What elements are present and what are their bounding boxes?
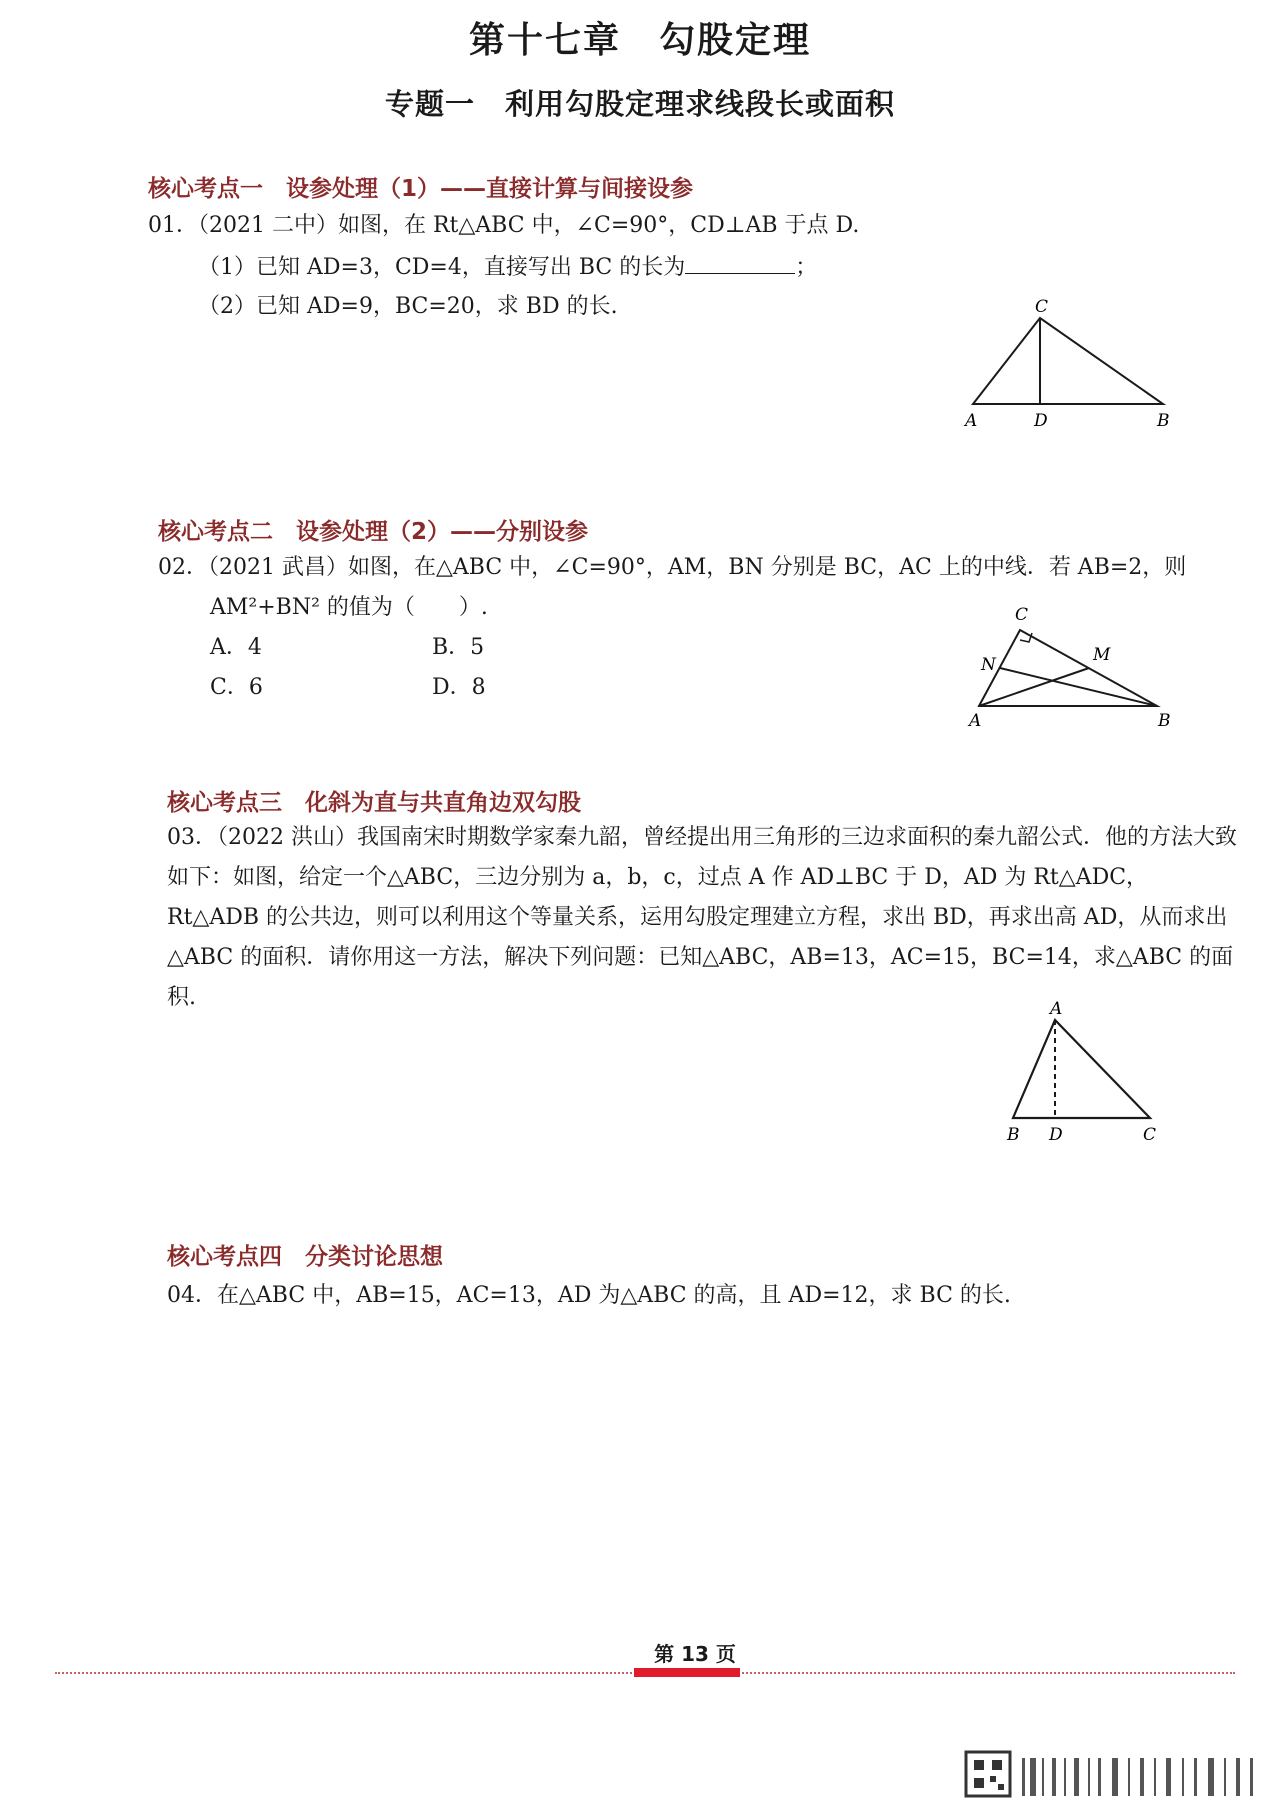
problem-02-question: AM²+BN² 的值为（ ）. xyxy=(210,595,488,620)
label-d: D xyxy=(1049,1125,1063,1145)
footer-accent-bar xyxy=(634,1668,740,1677)
problem-01-part1-text: （1）已知 AD=3，CD=4，直接写出 BC 的长为 xyxy=(198,255,686,280)
median-bn xyxy=(1000,668,1157,706)
page-number: 第 13 页 xyxy=(654,1642,736,1666)
chapter-title: 第十七章 勾股定理 xyxy=(468,20,811,61)
label-a: A xyxy=(965,411,978,430)
option-c[interactable]: C．6 xyxy=(210,675,263,700)
problem-04-statement: 04．在△ABC 中，AB=15，AC=13，AD 为△ABC 的高，且 AD=12，求 BC 的长. xyxy=(167,1283,1011,1308)
triangle-abc-2 xyxy=(979,630,1157,706)
problem-03-statement: 03．（2022 洪山）我国南宋时期数学家秦九韶，曾经提出用三角形的三边求面积的秦九韶公式．他的方法大致如下：如图，给定一个△ABC，三边分别为 a，b，c，过点 A 作 AD⊥BC 于 D，AD 为 Rt△ADC，Rt△ADB 的公共边，则可以利用这个等量关系，运用勾股定理建立方程，求出 BD，再求出高 AD，从而求出△ABC 的面积．请你用这一方法，解决下列问题：已知△ABC，AB=13，AC=15，BC=14，求△ABC 的面积. xyxy=(167,825,1237,1010)
problem-01-part2: （2）已知 AD=9，BC=20，求 BD 的长. xyxy=(198,294,618,319)
topic-title: 专题一 利用勾股定理求线段长或面积 xyxy=(384,87,895,121)
problem-01-part1-end: ； xyxy=(795,255,818,280)
problem-01-part1 xyxy=(198,251,817,283)
triangle-abc-3 xyxy=(1013,1020,1150,1118)
label-b: B xyxy=(1158,711,1171,731)
label-d: D xyxy=(1034,411,1048,430)
option-b[interactable]: B．5 xyxy=(432,635,485,660)
answer-blank[interactable] xyxy=(685,251,795,274)
label-a: A xyxy=(969,711,982,731)
label-c: C xyxy=(1035,297,1049,317)
section-heading-3: 核心考点三 化斜为直与共直角边双勾股 xyxy=(167,790,581,816)
label-m: M xyxy=(1093,645,1111,665)
option-a[interactable]: A．4 xyxy=(210,635,262,660)
label-b: B xyxy=(1007,1125,1020,1145)
qr-barcode-icon xyxy=(962,1748,1262,1800)
triangle-abc xyxy=(973,318,1163,404)
section-heading-2: 核心考点二 设参处理（2）——分别设参 xyxy=(158,519,589,545)
figure-1-triangle xyxy=(955,290,1175,430)
label-c: C xyxy=(1015,605,1029,625)
label-b: B xyxy=(1157,411,1170,430)
figure-2-triangle xyxy=(965,600,1180,735)
label-a: A xyxy=(1050,1000,1063,1019)
figure-3-triangle xyxy=(995,1000,1175,1150)
problem-02-statement: 02．（2021 武昌）如图，在△ABC 中，∠C=90°，AM，BN 分别是 BC，AC 上的中线．若 AB=2，则 xyxy=(158,555,1187,580)
option-d[interactable]: D．8 xyxy=(432,675,486,700)
section-heading-4: 核心考点四 分类讨论思想 xyxy=(167,1244,443,1270)
label-c: C xyxy=(1143,1125,1157,1145)
label-n: N xyxy=(981,655,996,675)
section-heading-1: 核心考点一 设参处理（1）——直接计算与间接设参 xyxy=(148,176,694,202)
problem-01-statement: 01．（2021 二中）如图，在 Rt△ABC 中，∠C=90°，CD⊥AB 于点 D. xyxy=(148,213,860,238)
